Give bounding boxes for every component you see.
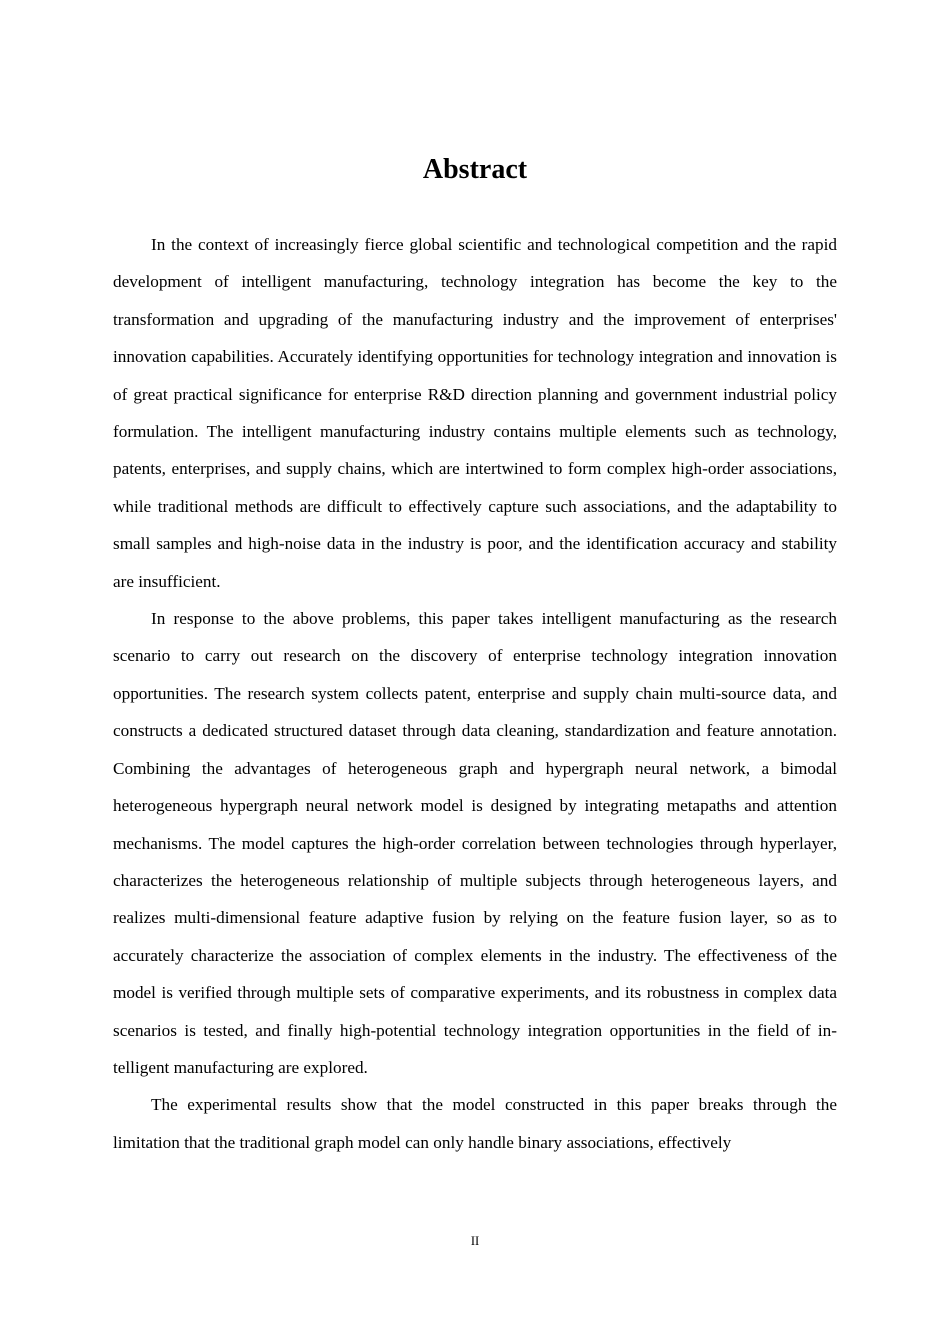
abstract-title: Abstract (422, 154, 528, 185)
abstract-paragraph-1: In the context of increasingly fierce global scientific and technological competition and the rapid development of intelligent manufacturing, technology integration has become the key to the transformation and upgrading of the manufacturing industry and the improvement of enterprises' innovation capabilities. Accurately identifying opportunities for technology integration and innovation is of great practical significance for enterprise R&D direction planning and government industrial policy formulation. The intelligent manufacturing industry contains multiple elements such as technology, patents, enterprises, and supply chains, which are intertwined to form complex high-order associations, while traditional methods are difficult to effectively capture such associations, and the adaptability to small samples and high-noise data in the industry is poor, and the identification accuracy and stability are insufficient. (113, 235, 837, 591)
abstract-paragraph-2: In response to the above problems, this paper takes intelligent manufacturing as the research scenario to carry out research on the discovery of enterprise technology integration innovation opportunities. The research system collects patent, enterprise and supply chain multi-source data, and constructs a dedicated structured dataset through data cleaning, standardization and feature annotation. Combining the advantages of heterogeneous graph and hypergraph neural network, a bimodal heterogeneous hypergraph neural network model is designed by integrating metapaths and attention mechanisms. The model captures the high-order correlation between technologies through hyperlayer, characterizes the heterogeneous relationship of multiple subjects through heterogeneous layers, and realizes multi-dimensional feature adaptive fusion by relying on the feature fusion layer, so as to accurately characterize the association of complex elements in the industry. The effectiveness of the model is verified through multiple sets of comparative experiments, and its robustness in complex data scenarios is tested, and finally high-potential technology integration opportunities in the field of intelligent manufacturing are explored. (113, 609, 837, 1077)
abstract-body (113, 226, 837, 1161)
abstract-paragraph-3: The experimental results show that the model constructed in this paper breaks through the limitation that the traditional graph model can only handle binary associations, effectively (113, 1095, 837, 1152)
page-number: II (470, 1234, 480, 1248)
